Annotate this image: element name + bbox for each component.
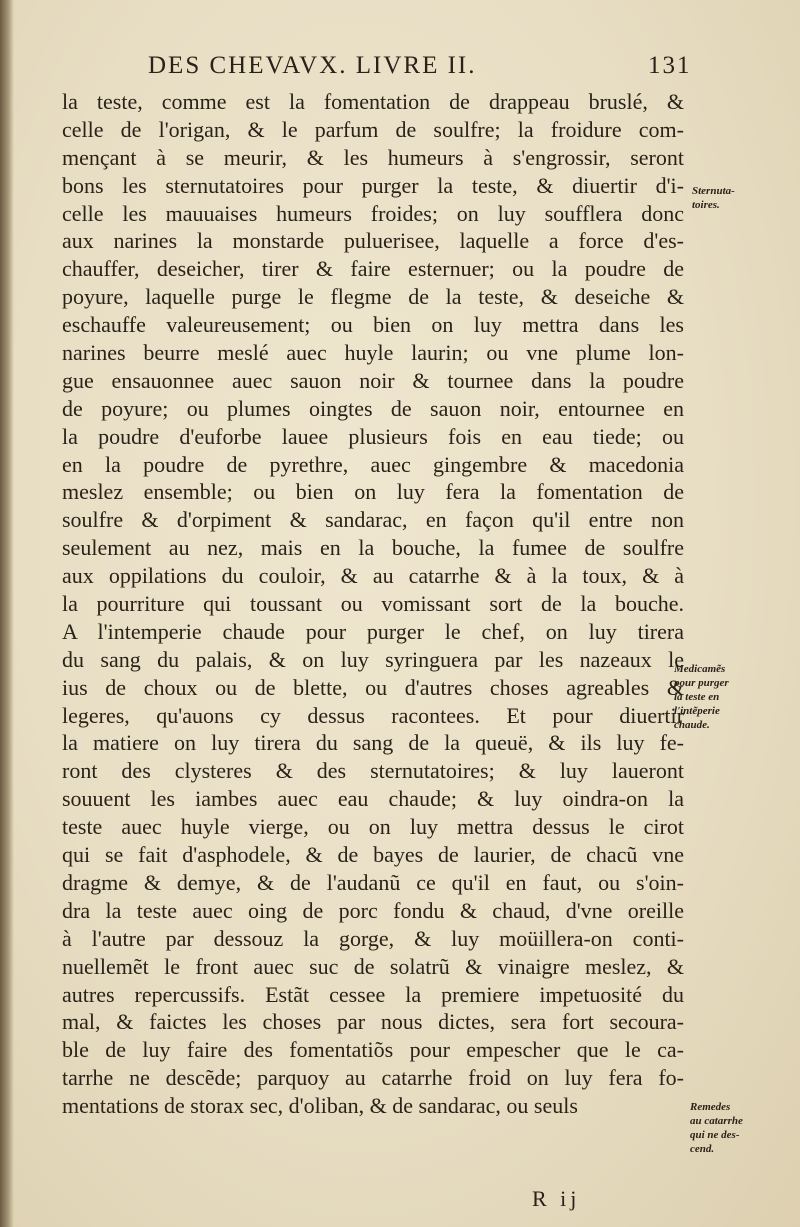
text-line: legeres, qu'auons cy dessus racontees. Et pour diuertir xyxy=(62,702,684,728)
text-line: eschauffe valeureusement; ou bien on luy mettra dans les xyxy=(62,312,684,338)
text-line: meslez ensemble; ou bien on luy fera la fomentation de xyxy=(62,479,684,505)
text-line: de poyure; ou plumes oingtes de sauon noir, entournee en xyxy=(62,395,684,421)
text-line: poyure, laquelle purge le flegme de la teste, & deseiche & xyxy=(62,284,684,310)
text-line: aux oppilations du couloir, & au catarrhe & à la toux, & à xyxy=(62,563,684,589)
margin-note-text: Medicamẽs pour purger la teste en l'intẽperie chaude. xyxy=(674,663,729,731)
text-line: à l'autre par dessouz la gorge, & luy moüillera-on conti- xyxy=(62,925,684,951)
margin-note-text: Sternuta- toires. xyxy=(692,185,735,211)
text-line: A l'intemperie chaude pour purger le chef, on luy tirera xyxy=(62,618,684,644)
text-line: la teste, comme est la fomentation de drappeau bruslé, & xyxy=(62,89,684,114)
text-line: mal, & faictes les choses par nous dictes, sera fort secoura- xyxy=(62,1009,684,1035)
text-line: ble de luy faire des fomentatiõs pour empescher que le ca- xyxy=(62,1037,684,1063)
text-line: seulement au nez, mais en la bouche, la fumee de soulfre xyxy=(62,535,684,561)
text-line: celle de l'origan, & le parfum de soulfre; la froidure com- xyxy=(62,116,684,142)
text-line: ius de choux ou de blette, ou d'autres choses agreables & xyxy=(62,674,684,700)
text-line: la pourriture qui toussant ou vomissant sort de la bouche. xyxy=(62,591,684,617)
text-line: qui se fait d'asphodele, & de bayes de laurier, de chacũ vne xyxy=(62,842,684,868)
text-line: tarrhe ne descẽde; parquoy au catarrhe froid on luy fera fo- xyxy=(62,1065,684,1091)
text-line: teste auec huyle vierge, ou on luy mettra dessus le cirot xyxy=(62,814,684,840)
text-line: la matiere on luy tirera du sang de la queuë, & ils luy fe- xyxy=(62,730,684,756)
text-line: aux narines la monstarde puluerisee, laquelle a force d'es- xyxy=(62,228,684,254)
text-line: du sang du palais, & on luy syringuera par les nazeaux le xyxy=(62,646,684,672)
text-line: narines beurre meslé auec huyle laurin; ou vne plume lon- xyxy=(62,340,684,366)
signature-mark: R ij xyxy=(532,1186,581,1211)
text-line: celle les mauuaises humeurs froides; on luy soufflera donc xyxy=(62,200,684,226)
margin-note-remedes xyxy=(690,1100,794,1156)
text-line: dragme & demye, & de l'audanũ ce qu'il en faut, ou s'oin- xyxy=(62,869,684,895)
text-line: bons les sternutatoires pour purger la teste, & diuertir d'i- xyxy=(62,172,684,198)
body-text xyxy=(62,88,684,1120)
margin-note-text: Remedes au catarrhe qui ne des- cend. xyxy=(690,1101,743,1155)
text-line: chauffer, deseicher, tirer & faire esternuer; ou la poudre de xyxy=(62,256,684,282)
page-binding-edge xyxy=(0,0,14,1227)
text-line: la poudre d'euforbe lauee plusieurs fois en eau tiede; ou xyxy=(62,423,684,449)
text-line: mençant à se meurir, & les humeurs à s'engrossir, seront xyxy=(62,144,684,170)
margin-note-medicaments xyxy=(674,662,794,732)
text-line: mentations de storax sec, d'oliban, & de sandarac, ou seuls xyxy=(62,1093,578,1119)
text-line: autres repercussifs. Estãt cessee la premiere impetuosité du xyxy=(62,981,684,1007)
running-header xyxy=(148,52,692,88)
text-line: nuellemẽt le front auec suc de solatrũ & vinaigre meslez, & xyxy=(62,953,684,979)
text-line: ront des clysteres & des sternutatoires; & luy laueront xyxy=(62,758,684,784)
text-line: souuent les iambes auec eau chaude; & luy oindra-on la xyxy=(62,786,684,812)
running-title: DES CHEVAVX. LIVRE II. xyxy=(148,52,477,79)
page-number: 131 xyxy=(648,52,692,79)
text-line: gue ensauonnee auec sauon noir & tournee dans la poudre xyxy=(62,367,684,393)
margin-note-sternutatoires xyxy=(692,184,792,212)
text-line: soulfre & d'orpiment & sandarac, en façon qu'il entre non xyxy=(62,507,684,533)
text-line: en la poudre de pyrethre, auec gingembre & macedonia xyxy=(62,451,684,477)
text-line: dra la teste auec oing de porc fondu & chaud, d'vne oreille xyxy=(62,897,684,923)
